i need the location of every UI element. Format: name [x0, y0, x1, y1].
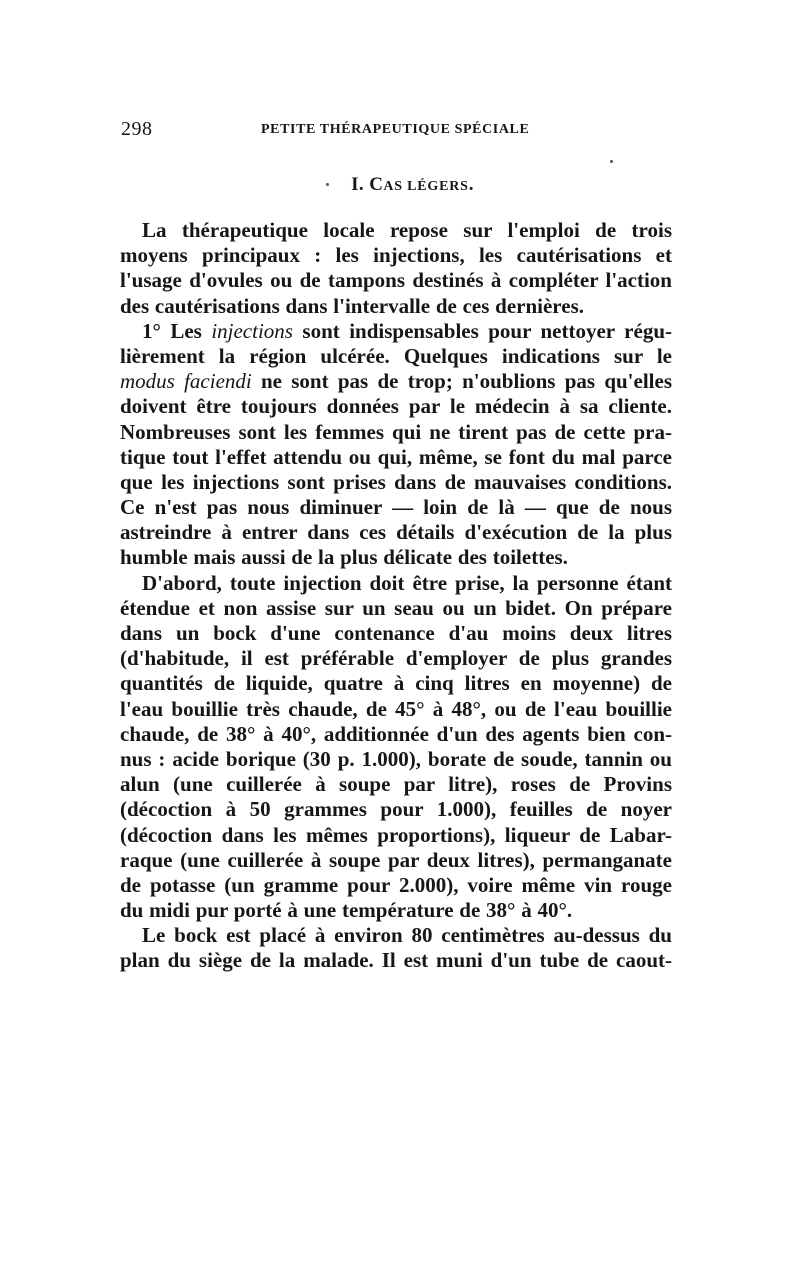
- section-title-rest: AS LÉGERS: [383, 179, 469, 194]
- text-run: ne sont pas de trop; n'oublions pas qu'elles: [251, 369, 673, 394]
- text-line: l'eau bouillie très chaude, de 45° à 48°, ou de l'eau bouillie: [120, 696, 672, 721]
- text-line: plan du siège de la malade. Il est muni d'un tube de caout-: [120, 948, 672, 973]
- text-line: humble mais aussi de la plus délicate des toilettes.: [120, 545, 568, 570]
- section-numeral: I.: [351, 174, 365, 195]
- text-line: Nombreuses sont les femmes qui ne tirent pas de cette pra-: [120, 419, 672, 444]
- printing-speck: [326, 183, 329, 186]
- text-line: Le bock est placé à environ 80 centimètres au-dessus du: [142, 923, 672, 948]
- text-line: [120, 319, 672, 344]
- text-line: astreindre à entrer dans ces détails d'exécution de la plus: [120, 520, 672, 545]
- text-line: des cautérisations dans l'intervalle de ces dernières.: [120, 293, 584, 318]
- text-line: (d'habitude, il est préférable d'employer de plus grandes: [120, 646, 672, 671]
- text-run: 1° Les: [142, 318, 212, 343]
- text-line: chaude, de 38° à 40°, additionnée d'un des agents bien con-: [120, 721, 672, 746]
- printing-speck: [610, 160, 613, 163]
- paragraph: [120, 923, 672, 973]
- text-line: alun (une cuillerée à soupe par litre), roses de Provins: [120, 772, 672, 797]
- text-line: l'usage d'ovules ou de tampons destinés à compléter l'action: [120, 268, 672, 293]
- text-line: dans un bock d'une contenance d'au moins deux litres: [120, 621, 672, 645]
- text-line: La thérapeutique locale repose sur l'emploi de trois: [142, 218, 672, 242]
- running-title: PETITE THÉRAPEUTIQUE SPÉCIALE: [261, 122, 530, 137]
- page-number: 298: [121, 118, 153, 140]
- italic-term: modus faciendi: [120, 369, 252, 394]
- section-heading: [0, 174, 800, 196]
- text-line: nus : acide borique (30 p. 1.000), borate de soude, tannin ou: [120, 746, 672, 771]
- text-line: D'abord, toute injection doit être prise, la personne étant: [142, 570, 672, 595]
- text-line: (décoction à 50 grammes pour 1.000), feuilles de noyer: [120, 797, 672, 822]
- body-text: [120, 218, 672, 974]
- italic-term: injections: [211, 318, 293, 343]
- text-line: quantités de liquide, quatre à cinq litres en moyenne) de: [120, 671, 672, 696]
- text-line: [120, 369, 672, 394]
- paragraph: [120, 571, 672, 924]
- text-line: doivent être toujours données par le médecin à sa cliente.: [120, 394, 672, 419]
- text-line: étendue et non assise sur un seau ou un bidet. On prépare: [120, 595, 672, 620]
- paragraph: [120, 218, 672, 319]
- text-line: que les injections sont prises dans de mauvaises conditions.: [120, 469, 672, 494]
- text-line: tique tout l'effet attendu ou qui, même, se font du mal parce: [120, 444, 672, 469]
- text-line: Ce n'est pas nous diminuer — loin de là — que de nous: [120, 495, 672, 520]
- text-line: de potasse (un gramme pour 2.000), voire même vin rouge: [120, 872, 672, 897]
- paragraph: [120, 319, 672, 571]
- section-title-initial: C: [369, 174, 384, 195]
- text-run: sont indispensables pour nettoyer régu-: [292, 318, 672, 343]
- text-line: lièrement la région ulcérée. Quelques indications sur le: [120, 343, 672, 368]
- text-line: (décoction dans les mêmes proportions), liqueur de Labar-: [120, 822, 672, 847]
- text-line: moyens principaux : les injections, les cautérisations et: [120, 243, 672, 268]
- text-line: du midi pur porté à une température de 38° à 40°.: [120, 898, 573, 923]
- section-title-end: .: [468, 174, 474, 195]
- page-header: [121, 118, 669, 144]
- text-line: raque (une cuillerée à soupe par deux litres), permanganate: [120, 847, 672, 872]
